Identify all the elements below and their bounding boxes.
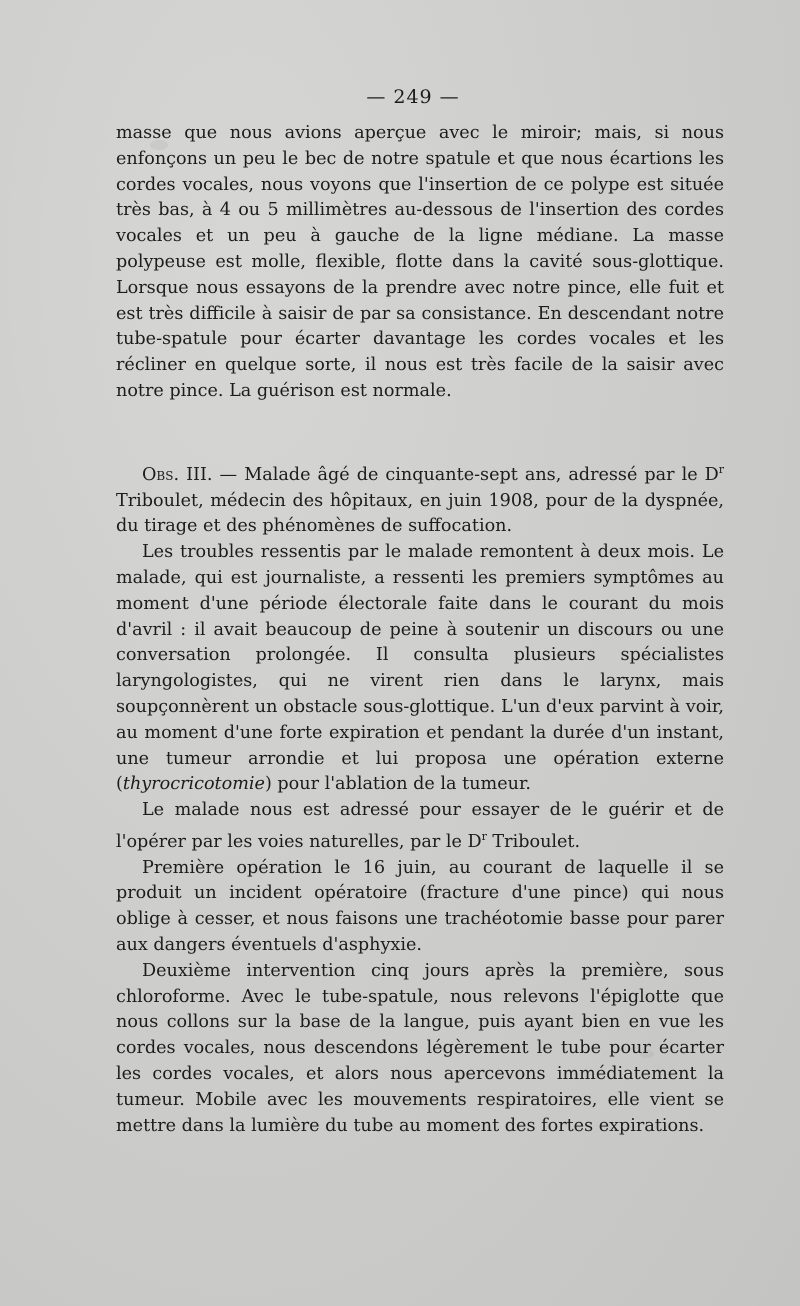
paragraph-continuation: masse que nous avions aperçue avec le miroir; mais, si nous enfonçons un peu le bec de notre spatule et que nous écartions les cordes vocales, nous voyons que l'insertion de ce polype est située très bas, à 4 ou 5 millimètres au-dessous de l'insertion des cordes vocales et un peu à gauche de la ligne médiane. La masse polypeuse est molle, flexible, flotte dans la cavité sous-glottique. Lorsque nous essayons de la prendre avec notre pince, elle fuit et est très difficile à saisir de par sa consistance. En descendant notre tube-spatule pour écarter davantage les cordes vocales et les récliner en quelque sorte, il nous est très facile de la saisir avec notre pince. La guérison est normale. — [116, 123, 724, 401]
text-block-top — [116, 121, 724, 405]
troubles-text: Les troubles ressentis par le malade remontent à deux mois. Le malade, qui est journaliste, a ressenti les premiers symptômes au moment d'une période électorale faite dans le courant du mois d'avril : il avait beaucoup de peine à soutenir un discours ou une conversation prolongée. Il consulta plusieurs spécialistes laryngologistes, qui ne virent rien dans le larynx, mais soupçonnèrent un obstacle sous-glottique. L'un d'eux parvint à voir, au moment d'une forte expiration et pendant la durée d'un instant, une tumeur arrondie et lui proposa une opération externe ( — [116, 542, 724, 795]
paragraph-premiere-operation: Première opération le 16 juin, au courant de laquelle il se produit un incident opératoire (fracture d'une pince) qui nous oblige à cesser, et nous faisons une trachéotomie basse pour parer aux dangers éventuels d'asphyxie. — [116, 857, 724, 956]
doctor-superscript: r — [718, 463, 725, 476]
observation-label: Obs. III. — — [142, 464, 238, 485]
text-block-observation — [116, 457, 724, 1139]
troubles-text-end: ) pour l'ablation de la tumeur. — [264, 774, 532, 795]
adresse-text-end: Triboulet. — [486, 831, 581, 852]
italic-term: thyrocricotomie — [122, 774, 265, 795]
observation-text: Malade âgé de cinquante-sept ans, adressé par le D — [244, 464, 719, 485]
observation-heading-paragraph — [116, 457, 724, 540]
paragraph-troubles — [116, 540, 724, 798]
paragraph-deuxieme-intervention: Deuxième intervention cinq jours après la première, sous chloroforme. Avec le tube-spatule, nous relevons l'épiglotte que nous collons sur la base de la langue, puis ayant bien en vue les cordes vocales, nous descendons légèrement le tube pour écarter les cordes vocales, et alors nous apercevons immédiatement la tumeur. Mobile avec les mouvements respiratoires, elle vient se mettre dans la lumière du tube au moment des fortes expirations. — [116, 960, 724, 1136]
doctor-superscript: r — [481, 830, 487, 844]
page-number: — 249 — — [366, 86, 460, 108]
adresse-text: Le malade nous est adressé pour essayer de le guérir et de l'opérer par les voies naturelles, par le D — [116, 800, 724, 852]
paragraph-adresse — [116, 798, 724, 855]
observation-text-end: Triboulet, médecin des hôpitaux, en juin 1908, pour de la dyspnée, du tirage et des phénomènes de suffocation. — [116, 490, 724, 537]
